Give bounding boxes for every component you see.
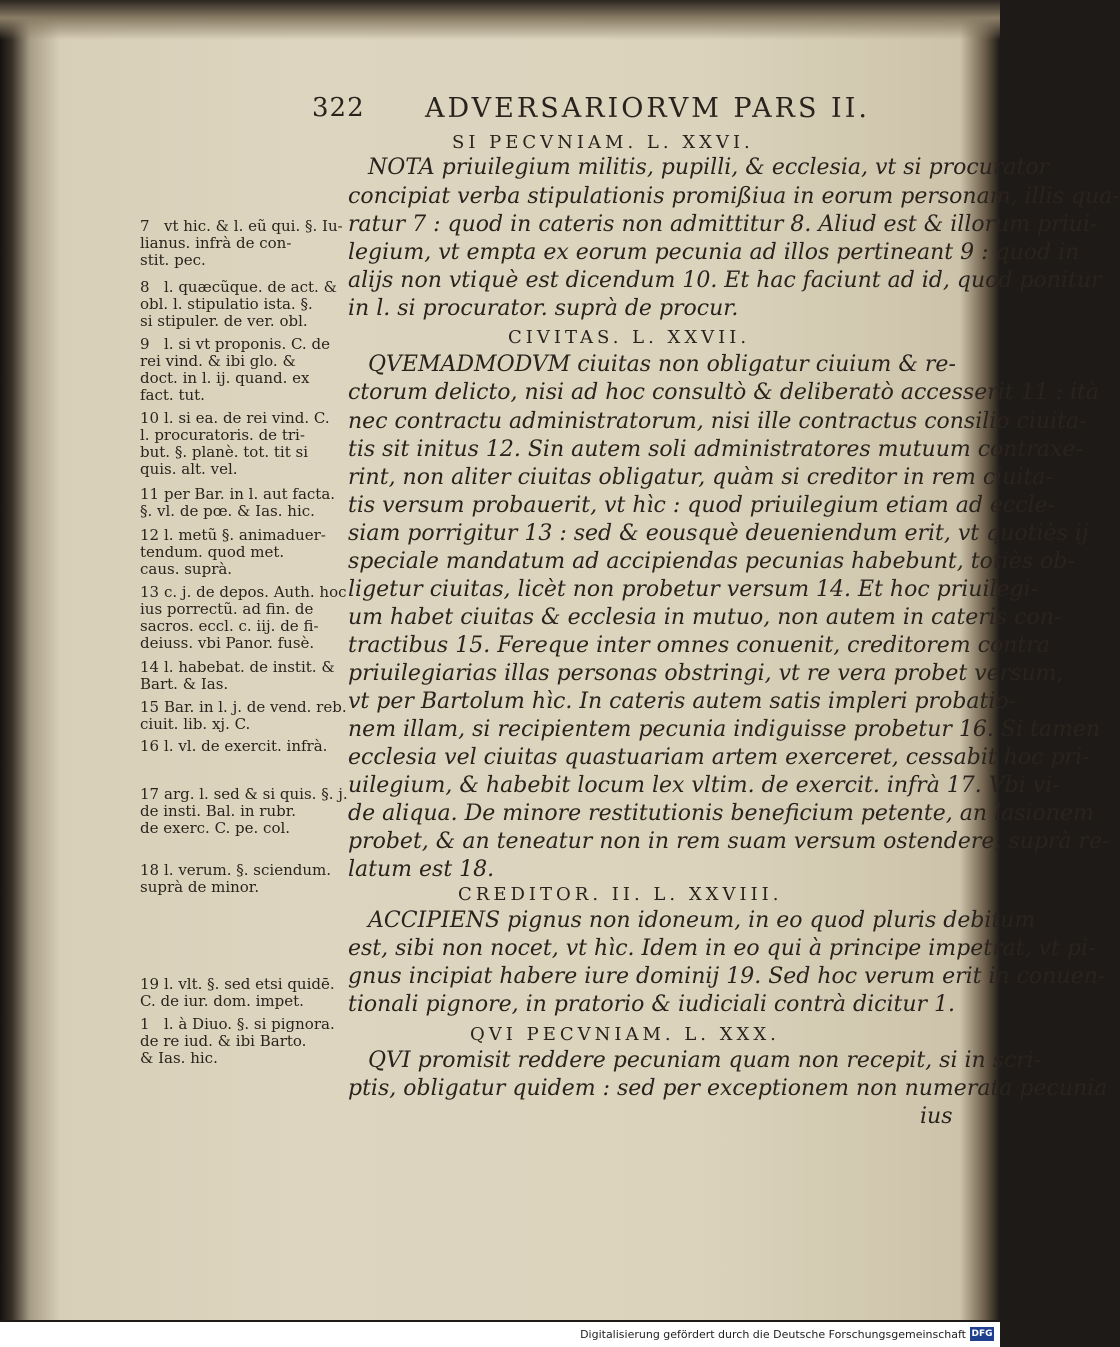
marginal-note <box>140 527 326 578</box>
note-text: l. metũ §. animaduer- tendum. quod met. caus. suprà. <box>140 526 326 578</box>
note-number: 19 <box>140 975 160 993</box>
text-line: rint, non aliter ciuitas obligatur, quàm si creditor in rem ciuita- <box>348 465 1053 490</box>
footer-credit: Digitalisierung gefördert durch die Deutsche Forschungsgemeinschaft <box>580 1328 966 1341</box>
text-line: ptis, obligatur quidem : sed per exceptionem non numerata pecunia <box>348 1076 1108 1101</box>
note-number: 8 <box>140 278 150 296</box>
text-line: ratur 7 : quod in cateris non admittitur 8. Aliud est & illorum priui- <box>348 212 1098 237</box>
text-line: QVI promisit reddere pecuniam quam non recepit, si in scri- <box>368 1048 1042 1073</box>
note-number: 18 <box>140 861 160 879</box>
note-number: 13 <box>140 583 160 601</box>
note-number: 14 <box>140 658 160 676</box>
note-number: 9 <box>140 335 150 353</box>
note-text: l. vl. de exercit. infrà. <box>164 737 328 755</box>
page-number: 322 <box>312 93 365 123</box>
note-number: 11 <box>140 485 160 503</box>
dfg-logo[interactable]: DFG <box>971 1329 993 1339</box>
note-text: vt hic. & l. eũ qui. §. Iu- lianus. infrà de con- stit. pec. <box>140 217 343 269</box>
note-number: 17 <box>140 785 160 803</box>
text-line: vt per Bartolum hìc. In cateris autem satis impleri probatio- <box>348 689 1017 714</box>
text-line: in l. si procurator. suprà de procur. <box>348 296 739 321</box>
text-line: probet, & an teneatur non in rem suam versum ostendere, suprà re- <box>348 829 1110 854</box>
note-text: l. quæcũque. de act. & obl. l. stipulatio ista. §. si stipuler. de ver. obl. <box>140 278 337 330</box>
note-number: 15 <box>140 698 160 716</box>
marginal-note <box>140 976 335 1010</box>
text-line: uilegium, & habebit locum lex vltim. de exercit. infrà 17. Vbi vi- <box>348 773 1060 798</box>
marginal-note <box>140 279 337 330</box>
section-title: CIVITAS. L. XXVII. <box>508 327 751 348</box>
text-line: um habet ciuitas & ecclesia in mutuo, non autem in cateris con- <box>348 605 1062 630</box>
page-shadow <box>0 0 1000 40</box>
text-line: priuilegiarias illas personas obstringi, vt re vera probet versum, <box>348 661 1064 686</box>
marginal-note <box>140 862 331 896</box>
text-line: ctorum delicto, nisi ad hoc consultò & deliberatò accesserit 11 : ità <box>348 380 1099 405</box>
note-text: per Bar. in l. aut facta. §. vl. de pœ. & Ias. hic. <box>140 485 336 520</box>
text-line: ACCIPIENS pignus non idoneum, in eo quod pluris debitum <box>368 908 1036 933</box>
note-text: l. si ea. de rei vind. C. l. procuratoris. de tri- but. §. planè. tot. tit si quis. alt. vel. <box>140 409 330 478</box>
note-number: 1 <box>140 1015 150 1033</box>
note-text: l. verum. §. sciendum. suprà de minor. <box>140 861 331 896</box>
text-line: concipiat verba stipulationis promißiua in eorum personam, illis qua- <box>348 184 1120 209</box>
footer-bar <box>0 1322 1000 1347</box>
note-text: l. vlt. §. sed etsi quidē. C. de iur. dom. impet. <box>140 975 335 1010</box>
marginal-note <box>140 786 348 837</box>
text-line: ligetur ciuitas, licèt non probetur versum 14. Et hoc priuilegi- <box>348 577 1039 602</box>
marginal-note <box>140 218 343 269</box>
note-text: l. si vt proponis. C. de rei vind. & ibi glo. & doct. in l. ij. quand. ex fact. tut. <box>140 335 330 404</box>
marginal-note <box>140 1016 335 1067</box>
text-line: QVEMADMODVM ciuitas non obligatur ciuium & re- <box>368 352 956 377</box>
note-text: c. j. de depos. Auth. hoc ius porrectũ. ad fin. de sacros. eccl. c. iij. de fi- deiuss. vbi Panor. fusè. <box>140 583 347 652</box>
text-line: tionali pignore, in pratorio & iudiciali contrà dicitur 1. <box>348 992 956 1017</box>
note-number: 16 <box>140 737 160 755</box>
marginal-note <box>140 410 330 478</box>
text-line: ecclesia vel ciuitas quastuariam artem exerceret, cessabit hoc pri- <box>348 745 1090 770</box>
text-line: gnus incipiat habere iure dominij 19. Sed hoc verum erit in conuen- <box>348 964 1106 989</box>
text-line: nem illam, si recipientem pecunia indiguisse probetur 16. Si tamen <box>348 717 1101 742</box>
note-text: Bar. in l. j. de vend. reb. ciuit. lib. xj. C. <box>140 698 347 733</box>
text-line: NOTA priuilegium militis, pupilli, & ecclesia, vt si procurator <box>368 155 1050 180</box>
note-text: l. habebat. de instit. & Bart. & Ias. <box>140 658 335 693</box>
text-line: alijs non vtiquè est dicendum 10. Et hac faciunt ad id, quod ponitur <box>348 268 1102 293</box>
note-number: 7 <box>140 217 150 235</box>
running-title: ADVERSARIORVM PARS II. <box>425 93 870 124</box>
section-title: CREDITOR. II. L. XXVIII. <box>458 884 783 905</box>
text-line: de aliqua. De minore restitutionis beneficium petente, an lasionem <box>348 801 1094 826</box>
note-number: 12 <box>140 526 160 544</box>
text-line: latum est 18. <box>348 857 495 882</box>
marginal-note <box>140 584 347 652</box>
section-title: QVI PECVNIAM. L. XXX. <box>470 1024 780 1045</box>
note-number: 10 <box>140 409 160 427</box>
text-line: tis sit initus 12. Sin autem soli administratores mutuum contraxe- <box>348 437 1083 462</box>
marginal-note <box>140 738 327 755</box>
marginal-note <box>140 699 347 733</box>
text-line: nec contractu administratorum, nisi ille contractus consilio ciuita- <box>348 409 1087 434</box>
marginal-note <box>140 336 330 404</box>
note-text: arg. l. sed & si quis. §. j. de insti. Bal. in rubr. de exerc. C. pe. col. <box>140 785 348 837</box>
marginal-note <box>140 659 335 693</box>
note-text: l. à Diuo. §. si pignora. de re iud. & ibi Barto. & Ias. hic. <box>140 1015 335 1067</box>
text-line: legium, vt empta ex eorum pecunia ad illos pertineant 9 : quod in <box>348 240 1080 265</box>
text-line: tis versum probauerit, vt hìc : quod priuilegium etiam ad eccle- <box>348 493 1056 518</box>
text-line: speciale mandatum ad accipiendas pecunias habebunt, totiès ob- <box>348 549 1075 574</box>
marginal-note <box>140 486 335 520</box>
catchword: ius <box>920 1104 953 1129</box>
section-title: SI PECVNIAM. L. XXVI. <box>452 132 754 153</box>
text-line: est, sibi non nocet, vt hìc. Idem in eo qui à principe impetrat, vt pi- <box>348 936 1096 961</box>
text-line: tractibus 15. Fereque inter omnes conuenit, creditorem contra <box>348 633 1050 658</box>
text-line: siam porrigitur 13 : sed & eousquè deueniendum erit, vt quotiès ij <box>348 521 1089 546</box>
